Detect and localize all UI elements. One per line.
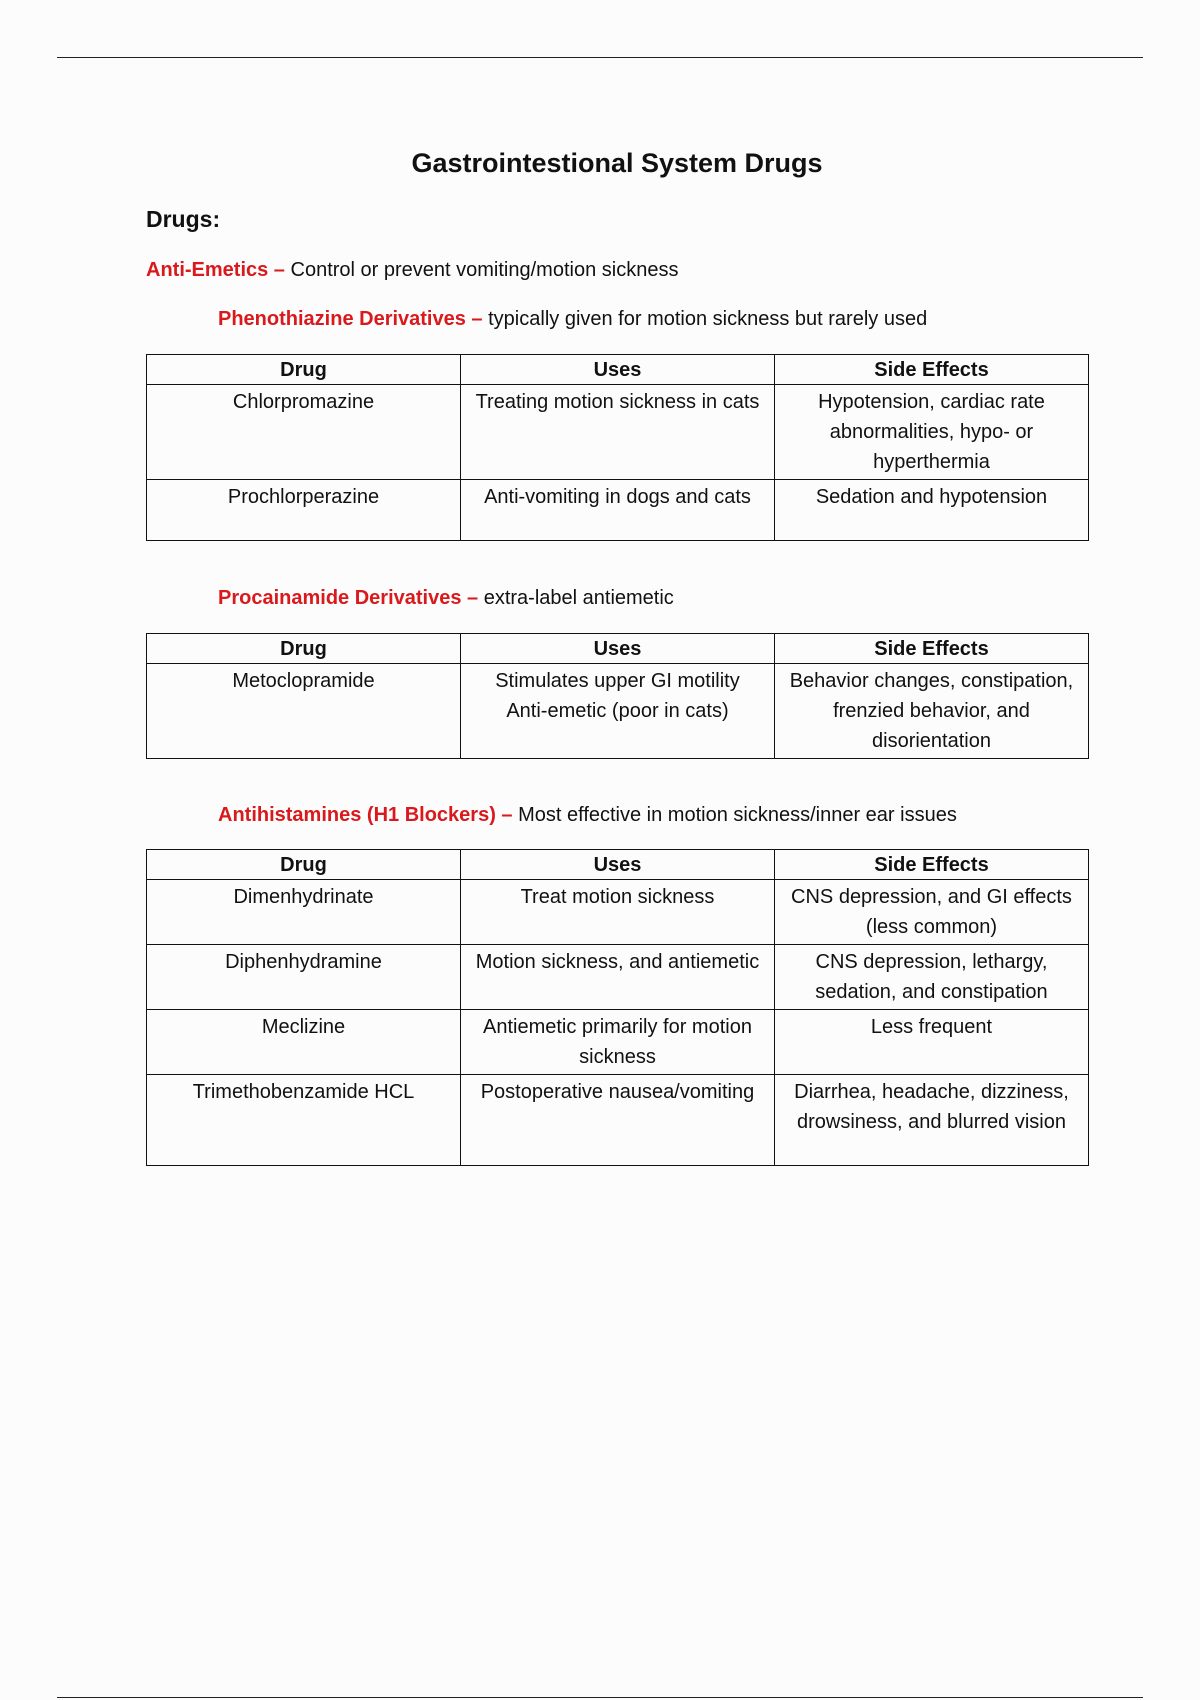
drug-cell: Diphenhydramine [147, 945, 461, 1010]
top-rule [57, 57, 1143, 58]
procainamide-line [218, 587, 674, 610]
column-header-drug: Drug [147, 850, 461, 880]
uses-line: Anti-emetic (poor in cats) [506, 700, 729, 722]
column-header-uses: Uses [460, 850, 774, 880]
phenothiazine-description: typically given for motion sickness but rarely used [488, 308, 928, 330]
side-effects-cell: Diarrhea, headache, dizziness, drowsiness, and blurred vision [774, 1075, 1088, 1166]
table-row [147, 1010, 1089, 1075]
table-row [147, 1075, 1089, 1166]
antiemetics-line [146, 259, 678, 282]
column-header-side-effects: Side Effects [774, 634, 1088, 664]
phenothiazine-dash: – [465, 308, 489, 330]
drug-cell: Trimethobenzamide HCL [147, 1075, 461, 1166]
drug-cell: Metoclopramide [147, 664, 461, 759]
column-header-side-effects: Side Effects [774, 850, 1088, 880]
procainamide-description: extra-label antiemetic [483, 587, 674, 609]
column-header-uses: Uses [460, 355, 774, 385]
procainamide-dash: – [461, 587, 484, 609]
side-effects-cell: Less frequent [774, 1010, 1088, 1075]
column-header-drug: Drug [147, 355, 461, 385]
phenothiazine-table [146, 354, 1089, 541]
uses-cell [460, 664, 774, 759]
table-header-row [147, 634, 1089, 664]
side-effects-cell: CNS depression, lethargy, sedation, and constipation [774, 945, 1088, 1010]
phenothiazine-line [218, 308, 927, 331]
antihistamines-description: Most effective in motion sickness/inner ear issues [518, 804, 957, 826]
table-row [147, 945, 1089, 1010]
antiemetics-label: Anti-Emetics [146, 259, 269, 281]
side-effects-cell: Behavior changes, constipation, frenzied behavior, and disorientation [774, 664, 1088, 759]
side-effects-cell: Sedation and hypotension [774, 480, 1088, 541]
uses-cell: Postoperative nausea/vomiting [460, 1075, 774, 1166]
antihistamines-dash: – [495, 804, 519, 826]
uses-cell: Motion sickness, and antiemetic [460, 945, 774, 1010]
drug-cell: Meclizine [147, 1010, 461, 1075]
table-row [147, 385, 1089, 480]
drug-cell: Dimenhydrinate [147, 880, 461, 945]
uses-line: Stimulates upper GI motility [495, 670, 740, 692]
table-header-row [147, 355, 1089, 385]
uses-cell: Treat motion sickness [460, 880, 774, 945]
table-row [147, 880, 1089, 945]
bottom-rule [57, 1697, 1143, 1698]
drug-cell: Prochlorperazine [147, 480, 461, 541]
column-header-side-effects: Side Effects [774, 355, 1088, 385]
side-effects-cell: CNS depression, and GI effects (less common) [774, 880, 1088, 945]
procainamide-label: Procainamide Derivatives [218, 587, 462, 609]
procainamide-table [146, 633, 1089, 759]
page-title: Gastrointestional System Drugs [411, 148, 823, 178]
phenothiazine-label: Phenothiazine Derivatives [218, 308, 466, 330]
side-effects-cell: Hypotension, cardiac rate abnormalities, hypo- or hyperthermia [774, 385, 1088, 480]
column-header-uses: Uses [460, 634, 774, 664]
antihistamines-label: Antihistamines (H1 Blockers) [218, 804, 496, 826]
uses-cell: Treating motion sickness in cats [460, 385, 774, 480]
drug-cell: Chlorpromazine [147, 385, 461, 480]
uses-cell: Anti-vomiting in dogs and cats [460, 480, 774, 541]
section-heading-drugs: Drugs: [146, 206, 221, 232]
uses-cell: Antiemetic primarily for motion sickness [460, 1010, 774, 1075]
antihistamines-line [218, 804, 957, 827]
antiemetics-description: Control or prevent vomiting/motion sickness [290, 259, 679, 281]
column-header-drug: Drug [147, 634, 461, 664]
table-row [147, 664, 1089, 759]
table-header-row [147, 850, 1089, 880]
table-row [147, 480, 1089, 541]
antihistamines-table [146, 849, 1089, 1166]
antiemetics-dash: – [268, 259, 291, 281]
